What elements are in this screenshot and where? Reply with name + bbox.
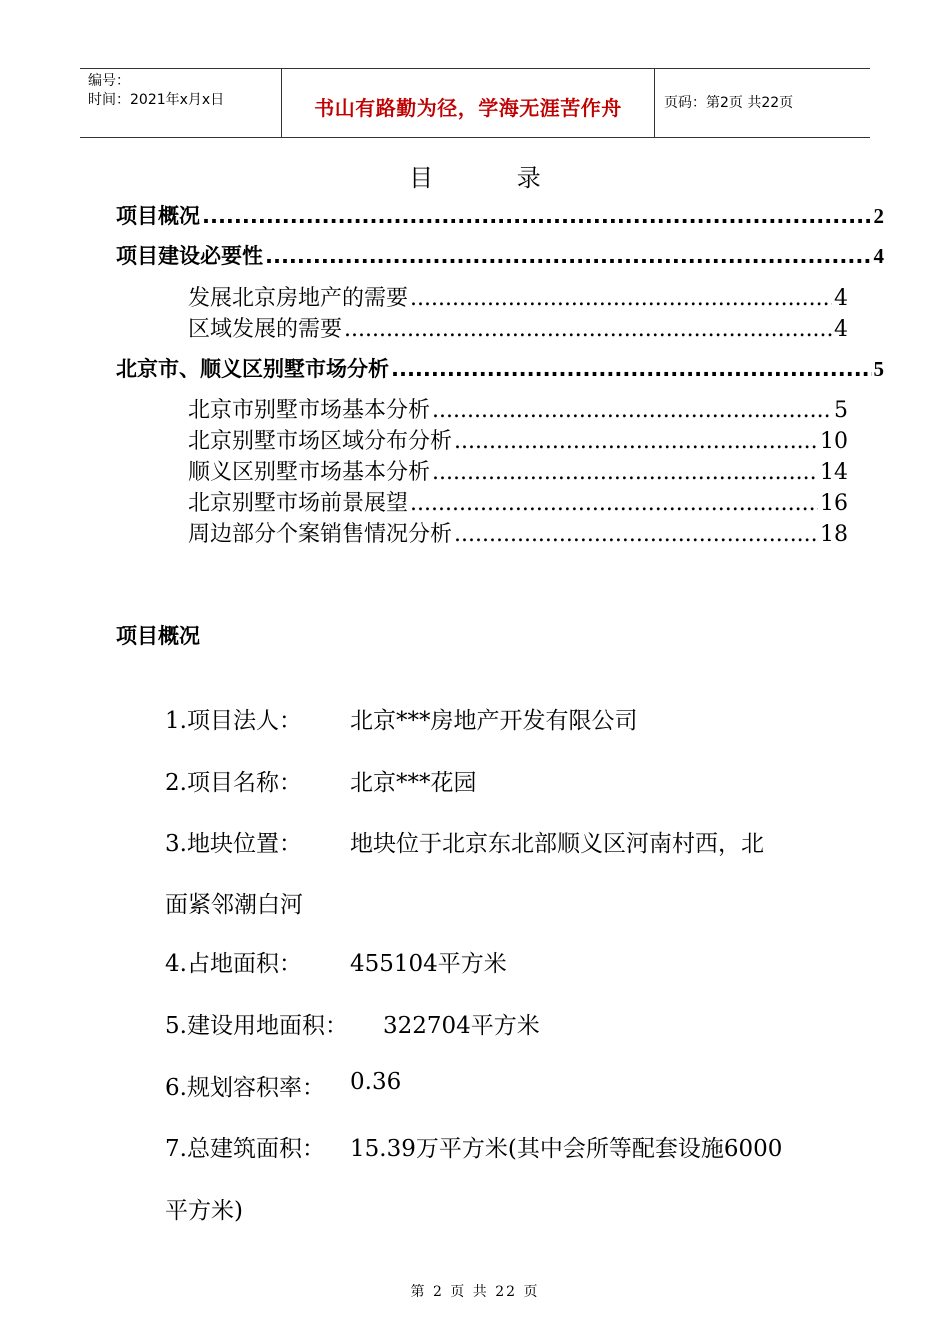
toc-leader-dots bbox=[391, 357, 872, 381]
toc-entry-page: 10 bbox=[820, 429, 848, 454]
project-item bbox=[165, 702, 638, 735]
item-value: 15.39万平方米(其中会所等配套设施6000 bbox=[350, 1136, 783, 1162]
page-footer: 第 2 页 共 22 页 bbox=[410, 1284, 540, 1300]
project-item bbox=[165, 825, 764, 858]
header-table bbox=[80, 68, 870, 138]
header-center-cell bbox=[281, 69, 655, 137]
item-continuation: 平方米) bbox=[165, 1198, 243, 1224]
item-label: 5.建设用地面积： bbox=[165, 1013, 348, 1039]
toc-entry-label: 周边部分个案销售情况分析 bbox=[188, 522, 453, 547]
item-label: 7.总建筑面积： bbox=[165, 1136, 325, 1162]
section-heading: 项目概况 bbox=[116, 624, 200, 648]
toc-subentry[interactable] bbox=[188, 424, 848, 455]
toc-subentry[interactable] bbox=[188, 517, 848, 548]
toc-entry-page: 4 bbox=[873, 244, 884, 268]
toc-subentry[interactable] bbox=[188, 486, 848, 517]
toc-entry-label: 区域发展的需要 bbox=[188, 317, 343, 342]
project-item bbox=[165, 764, 477, 797]
toc-subentry[interactable] bbox=[188, 312, 848, 343]
project-item bbox=[165, 1069, 402, 1102]
toc-leader-dots bbox=[410, 286, 832, 311]
toc-entry-label: 项目建设必要性 bbox=[116, 244, 263, 268]
project-item bbox=[165, 1007, 540, 1040]
item-label: 4.占地面积： bbox=[165, 951, 302, 977]
toc-title: 目 录 bbox=[409, 164, 579, 192]
toc-entry-label: 发展北京房地产的需要 bbox=[188, 286, 409, 311]
toc-entry-label: 北京市、顺义区别墅市场分析 bbox=[116, 357, 389, 381]
toc-leader-dots bbox=[432, 398, 832, 423]
item-label: 2.项目名称： bbox=[165, 770, 302, 796]
toc-entry-page: 5 bbox=[873, 357, 884, 381]
header-left-cell bbox=[80, 69, 280, 137]
header-right-cell bbox=[655, 69, 870, 137]
toc-entry-page: 14 bbox=[820, 460, 848, 485]
toc-entry-page: 16 bbox=[820, 491, 848, 516]
project-item bbox=[165, 1130, 783, 1163]
toc-entry-label: 北京市别墅市场基本分析 bbox=[188, 398, 431, 423]
toc-entry-page: 4 bbox=[834, 317, 848, 342]
toc-entry-label: 顺义区别墅市场基本分析 bbox=[188, 460, 431, 485]
document-date-label: 时间：2021年x月x日 bbox=[88, 92, 225, 108]
item-value: 北京***花园 bbox=[350, 770, 477, 796]
header-motto: 书山有路勤为径，学海无涯苦作舟 bbox=[314, 96, 622, 120]
toc-entry[interactable] bbox=[116, 200, 884, 230]
item-value: 0.36 bbox=[350, 1069, 402, 1095]
toc-entry-label: 北京别墅市场区域分布分析 bbox=[188, 429, 453, 454]
project-item bbox=[165, 945, 507, 978]
toc-leader-dots bbox=[410, 491, 818, 516]
toc-leader-dots bbox=[265, 244, 872, 268]
toc-subentry[interactable] bbox=[188, 281, 848, 312]
toc-entry-page: 5 bbox=[834, 398, 848, 423]
toc-leader-dots bbox=[344, 317, 832, 342]
toc-subentry[interactable] bbox=[188, 393, 848, 424]
item-value: 北京***房地产开发有限公司 bbox=[350, 708, 638, 734]
item-value: 455104平方米 bbox=[350, 951, 507, 977]
item-label: 6.规划容积率： bbox=[165, 1075, 325, 1101]
item-label: 1.项目法人： bbox=[165, 708, 302, 734]
toc-entry-page: 4 bbox=[834, 286, 848, 311]
header-page-label: 页码：第2页 共22页 bbox=[664, 95, 794, 111]
item-continuation: 面紧邻潮白河 bbox=[165, 892, 303, 918]
toc-leader-dots bbox=[432, 460, 818, 485]
toc-entry[interactable] bbox=[116, 353, 884, 383]
document-number-label: 编号： bbox=[88, 73, 130, 89]
item-label: 3.地块位置： bbox=[165, 831, 302, 857]
toc-entry-label: 项目概况 bbox=[116, 204, 200, 228]
toc-leader-dots bbox=[454, 522, 818, 547]
toc-leader-dots bbox=[202, 204, 872, 228]
toc-entry-page: 18 bbox=[820, 522, 848, 547]
toc-entry-page: 2 bbox=[873, 204, 884, 228]
item-value: 322704平方米 bbox=[383, 1013, 540, 1039]
toc-leader-dots bbox=[454, 429, 818, 454]
item-value: 地块位于北京东北部顺义区河南村西，北 bbox=[350, 831, 764, 857]
toc-entry[interactable] bbox=[116, 240, 884, 270]
toc-subentry[interactable] bbox=[188, 455, 848, 486]
toc-entry-label: 北京别墅市场前景展望 bbox=[188, 491, 409, 516]
